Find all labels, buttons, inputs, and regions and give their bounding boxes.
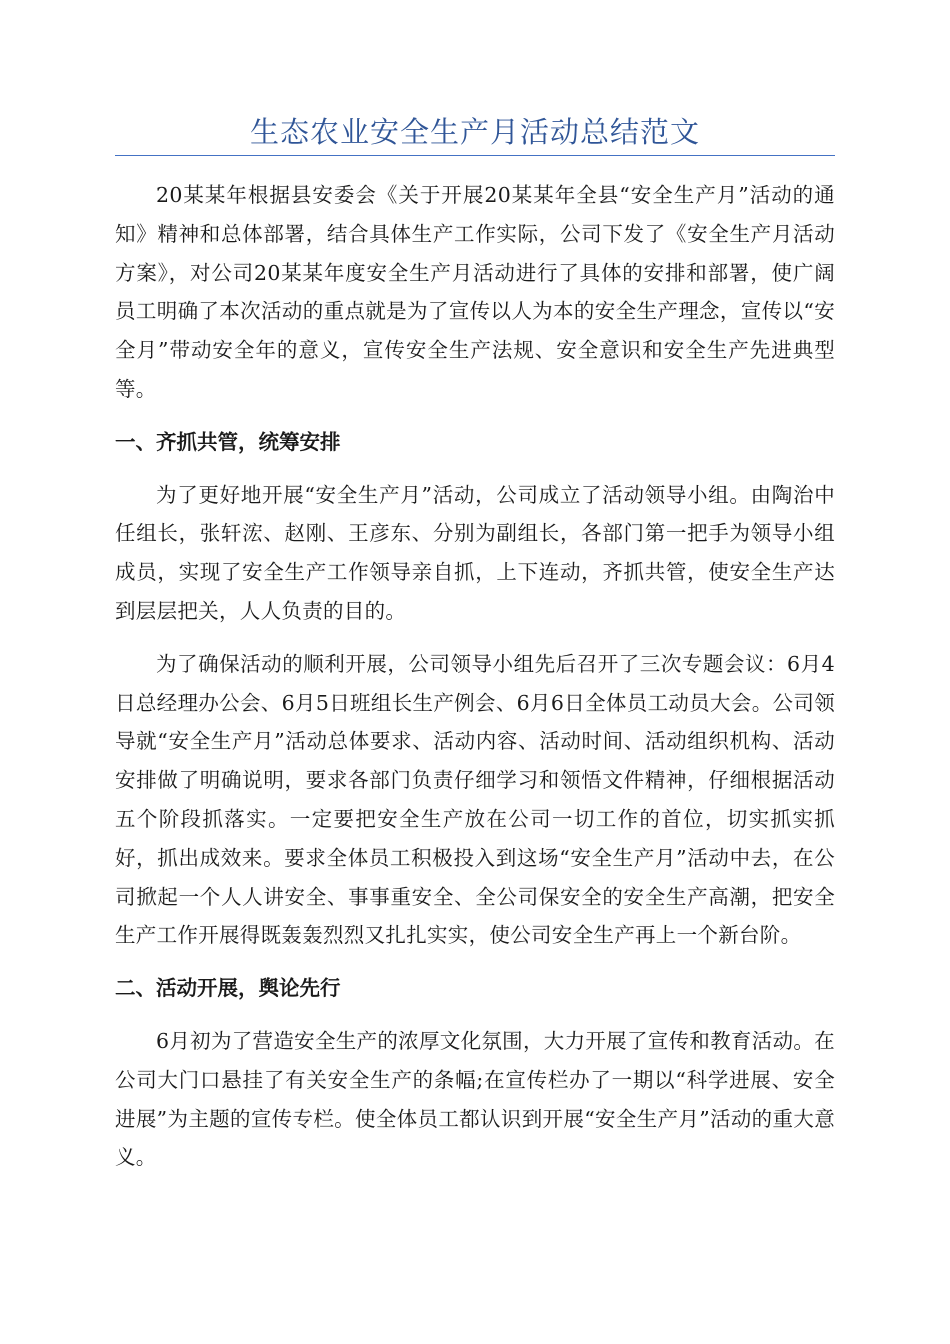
intro-paragraph: 20某某年根据县安委会《关于开展20某某年全县“安全生产月”活动的通知》精神和总体部署，结合具体生产工作实际，公司下发了《安全生产月活动方案》，对公司20某某年度安全生产月活动进行了具体的安排和部署，使广阔员工明确了本次活动的重点就是为了宣传以人为本的安全生产理念，宣传以“安全月”带动安全年的意义，宣传安全生产法规、安全意识和安全生产先进典型等。 bbox=[115, 183, 835, 401]
document-title: 生态农业安全生产月活动总结范文 bbox=[249, 115, 700, 149]
section-1-paragraph-1: 为了更好地开展“安全生产月”活动，公司成立了活动领导小组。由陶治中任组长，张轩浤、赵刚、王彦东、分别为副组长，各部门第一把手为领导小组成员，实现了安全生产工作领导亲自抓，上下连动，齐抓共管，使安全生产达到层层把关，人人负责的目的。 bbox=[115, 482, 835, 623]
document-body bbox=[115, 176, 835, 1191]
section-2-paragraph-1: 6月初为了营造安全生产的浓厚文化氛围，大力开展了宣传和教育活动。在公司大门口悬挂了有关安全生产的条幅;在宣传栏办了一期以“科学进展、安全进展”为主题的宣传专栏。使全体员工都认识到开展“安全生产月”活动的重大意义。 bbox=[115, 1028, 835, 1170]
section-heading-2: 二、活动开展，舆论先行 bbox=[115, 976, 341, 1001]
section-1-paragraph-2: 为了确保活动的顺利开展，公司领导小组先后召开了三次专题会议：6月4日总经理办公会、6月5日班组长生产例会、6月6日全体员工动员大会。公司领导就“安全生产月”活动总体要求、活动内容、活动时间、活动组织机构、活动安排做了明确说明，要求各部门负责仔细学习和领悟文件精神，仔细根据活动五个阶段抓落实。一定要把安全生产放在公司一切工作的首位，切实抓实抓好，抓出成效来。要求全体员工积极投入到这场“安全生产月”活动中去，在公司掀起一个人人讲安全、事事重安全、全公司保安全的安全生产高潮，把安全生产工作开展得既轰轰烈烈又扎扎实实，使公司安全生产再上一个新台阶。 bbox=[115, 651, 835, 948]
section-heading-1: 一、齐抓共管，统筹安排 bbox=[115, 429, 341, 454]
title-underline bbox=[115, 155, 835, 156]
